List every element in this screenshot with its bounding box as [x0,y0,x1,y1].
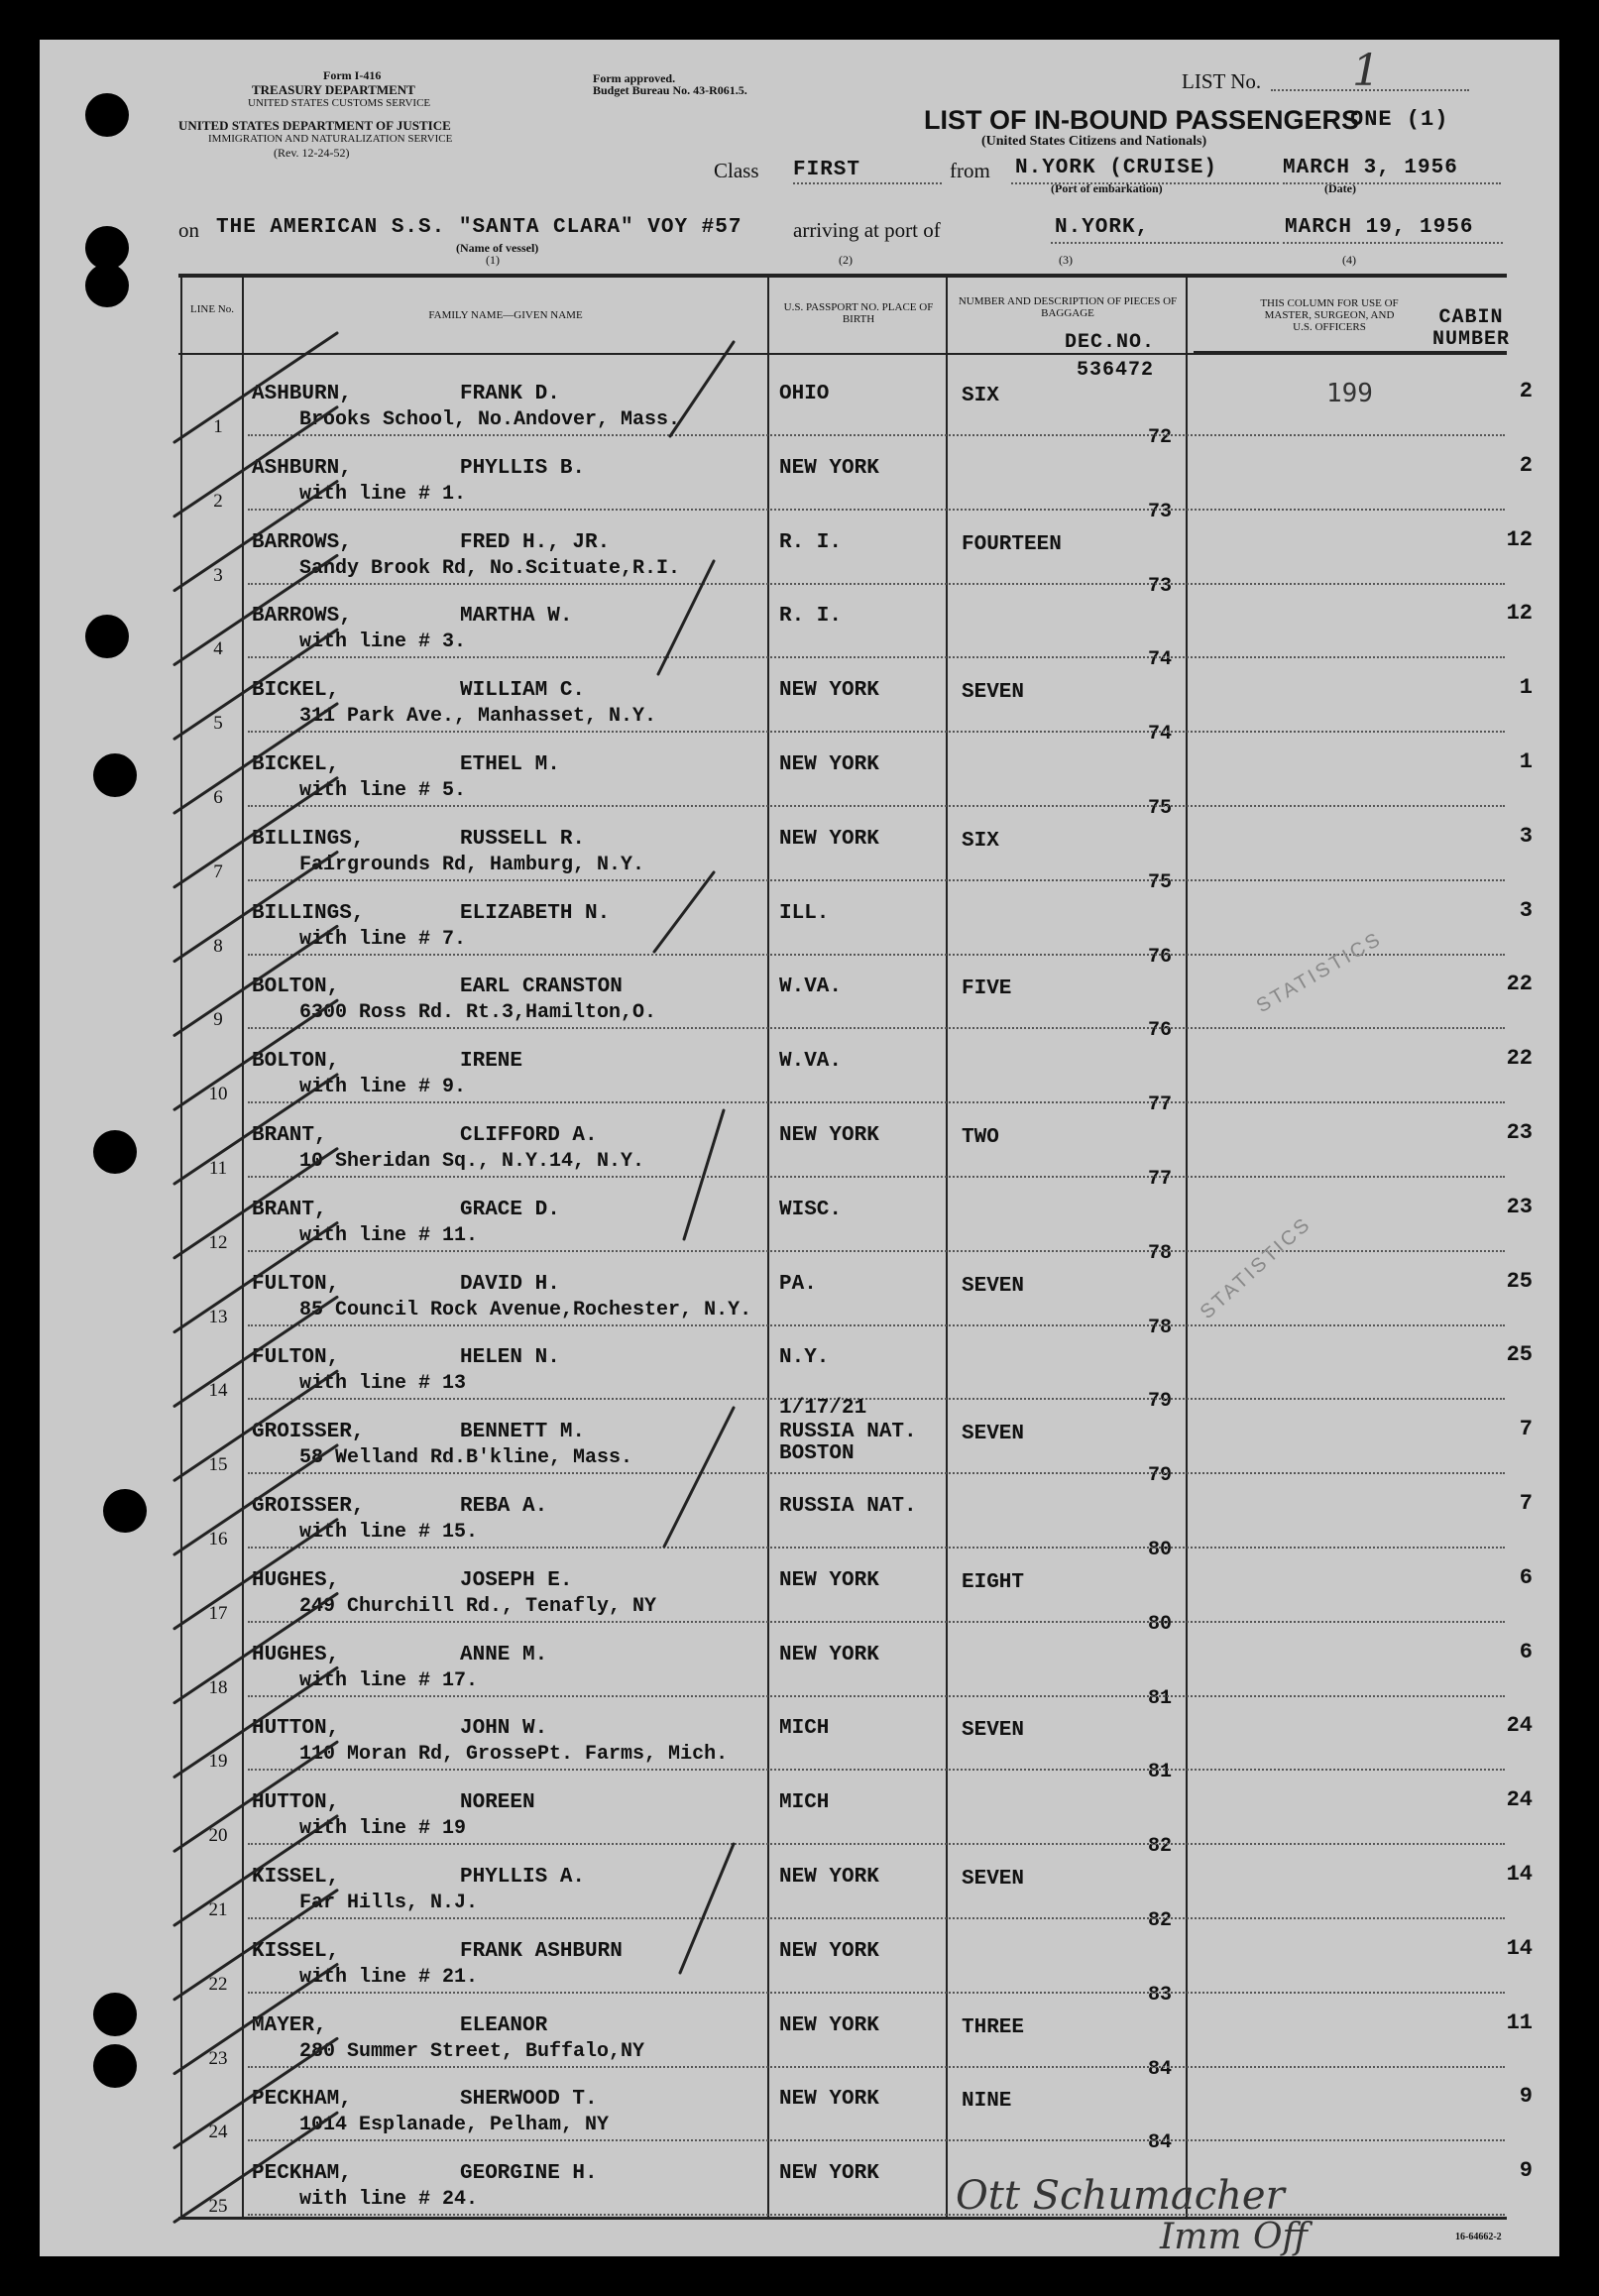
page-subtitle: (United States Citizens and Nationals) [981,134,1207,149]
header-officers: THIS COLUMN FOR USE OF MASTER, SURGEON, AND U.S. OFFICERS [1260,297,1399,333]
address: 280 Summer Street, Buffalo,NY [299,2039,645,2063]
line-number: 20 [208,1825,228,1847]
place-of-birth: MICH [779,1717,830,1741]
given-name: ANNE M. [460,1643,548,1666]
address: 1014 Esplanade, Pelham, NY [299,2114,610,2137]
place-of-birth: PA. [779,1272,817,1296]
address: with line # 11. [299,1223,479,1247]
dec-number: 84 [1147,2057,1172,2081]
address: Sandy Brook Rd, No.Scituate,R.I. [299,556,681,580]
dec-number: 76 [1147,1019,1172,1043]
header-cabin: CABIN NUMBER [1431,306,1510,351]
family-name: GROISSER, [252,1495,365,1518]
given-name: JOSEPH E. [460,1568,573,1592]
place-of-birth: MICH [779,1791,830,1815]
form-code: 16-64662-2 [1455,2232,1502,2242]
address: Far Hills, N.J. [299,1892,479,1914]
vessel-caption: (Name of vessel) [456,241,539,255]
naturalization-place: BOSTON [779,1442,855,1466]
cabin-number: 24 [1506,1787,1533,1813]
from-label: from [950,159,990,182]
family-name: FULTON, [252,1346,340,1370]
place-of-birth: R. I. [779,605,843,629]
baggage-count: SEVEN [962,1719,1025,1743]
naturalization-date: 1/17/21 [779,1397,867,1421]
baggage-count: NINE [962,2090,1012,2114]
checkmark [174,1520,340,1629]
line-number: 9 [213,1009,223,1031]
baggage-count: EIGHT [962,1570,1025,1594]
budget-bureau: Budget Bureau No. 43-R061.5. [593,83,747,97]
checkmark [670,342,734,436]
baggage-count: TWO [962,1126,999,1149]
baggage-count: SIX [962,829,999,853]
address: with line # 9. [299,1076,467,1099]
vessel-name: THE AMERICAN S.S. "SANTA CLARA" VOY #57 [216,216,742,239]
caption-3: (3) [1059,253,1073,267]
address: with line # 7. [299,927,467,951]
address: Brooks School, No.Andover, Mass. [299,408,681,431]
cabin-number: 24 [1506,1713,1533,1739]
line-number: 5 [213,713,223,735]
form-approved: Form approved. [593,71,676,85]
address: with line # 17. [299,1668,479,1692]
given-name: HELEN N. [460,1346,560,1370]
family-name: HUTTON, [252,1717,340,1741]
cabin-number: 3 [1519,897,1533,923]
place-of-birth: NEW YORK [779,827,879,851]
family-name: BARROWS, [252,605,352,629]
place-of-birth: NEW YORK [779,2088,879,2112]
checkmark [174,482,337,591]
given-name: PHYLLIS A. [460,1866,586,1889]
family-name: FULTON, [252,1272,340,1296]
cabin-number: 12 [1506,526,1533,552]
given-name: ETHEL M. [460,753,560,776]
line-number: 25 [208,2196,228,2218]
given-name: JOHN W. [460,1717,548,1741]
address: 58 Welland Rd.B'kline, Mass. [299,1446,633,1470]
arriving-label: arriving at port of [793,218,941,242]
cabin-number: 6 [1519,1564,1533,1590]
place-of-birth: NEW YORK [779,2013,879,2037]
dec-number: 80 [1147,1539,1172,1561]
given-name: ELEANOR [460,2013,548,2037]
address: 249 Churchill Rd., Tenafly, NY [299,1594,657,1618]
caption-2: (2) [839,253,853,267]
baggage-count: SEVEN [962,1274,1025,1298]
line-number: 2 [213,490,223,512]
dec-number: 75 [1147,870,1172,894]
checkmark [174,1223,340,1332]
family-name: BILLINGS, [252,827,365,851]
place-of-birth: OHIO [779,383,830,405]
line-number: 10 [208,1084,228,1105]
family-name: KISSEL, [252,1939,340,1963]
line-number: 4 [213,638,223,660]
cabin-number: 2 [1519,452,1533,478]
baggage-count: SEVEN [962,1868,1025,1891]
dec-number: 73 [1147,500,1172,523]
given-name: RUSSELL R. [460,827,586,851]
dept-customs: UNITED STATES CUSTOMS SERVICE [248,97,431,109]
checkmark [174,1965,337,2074]
given-name: CLIFFORD A. [460,1124,598,1147]
signature-title: Imm Off [1160,2217,1308,2257]
class-label: Class [714,159,759,182]
address: with line # 3. [299,631,467,654]
dec-number: 72 [1147,426,1172,449]
checkmark [174,1742,340,1851]
given-name: IRENE [460,1050,523,1074]
family-name: HUGHES, [252,1568,340,1592]
cabin-number: 25 [1506,1268,1533,1294]
checkmark [664,1408,734,1547]
arrival-port: N.YORK, [1055,216,1150,239]
place-of-birth: WISC. [779,1198,843,1221]
checkmark [174,853,337,962]
cabin-number: 1 [1519,749,1533,774]
checkmark [174,2038,337,2147]
checkmark [174,1816,340,1925]
family-name: HUTTON, [252,1791,340,1815]
baggage-count: FOURTEEN [962,532,1062,556]
given-name: BENNETT M. [460,1421,586,1444]
place-of-birth: RUSSIA NAT. [779,1421,917,1444]
address: 110 Moran Rd, GrossePt. Farms, Mich. [299,1743,729,1767]
given-name: GRACE D. [460,1198,560,1221]
checkmark [174,778,337,887]
dec-number: 76 [1147,945,1172,969]
cabin-number: 2 [1519,379,1533,403]
cabin-number: 7 [1519,1491,1533,1516]
place-of-birth: NEW YORK [779,1643,879,1666]
given-name: DAVID H. [460,1272,560,1296]
family-name: PECKHAM, [252,2088,352,2112]
place-of-birth: NEW YORK [779,1866,879,1889]
address: with line # 24. [299,2188,479,2212]
place-of-birth: W.VA. [779,1050,843,1074]
given-name: PHYLLIS B. [460,456,586,480]
cabin-number: 14 [1506,1862,1533,1887]
line-number: 16 [208,1529,228,1550]
dec-number: 81 [1147,1761,1172,1784]
family-name: GROISSER, [252,1421,365,1444]
dec-number: 80 [1147,1612,1172,1636]
line-number: 22 [208,1973,228,1995]
checkmark [174,1371,337,1480]
address: Fairgrounds Rd, Hamburg, N.Y. [299,853,645,876]
dec-number: 84 [1147,2131,1172,2155]
caption-4: (4) [1342,253,1356,267]
cabin-number: 25 [1506,1342,1533,1368]
given-name: FRANK D. [460,383,560,405]
cabin-number: 1 [1519,675,1533,701]
given-name: GEORGINE H. [460,2162,598,2186]
checkmark [174,926,340,1035]
dec-number: 74 [1147,723,1172,746]
line-number: 7 [213,861,223,882]
line-number: 11 [208,1158,228,1179]
line-number: 15 [208,1454,228,1476]
given-name: FRANK ASHBURN [460,1939,623,1963]
family-name: BILLINGS, [252,901,365,925]
place-of-birth: NEW YORK [779,456,879,480]
cabin-number: 22 [1506,972,1533,997]
checkmark [174,333,337,442]
dec-start: 536472 [1077,359,1155,382]
dept-justice: UNITED STATES DEPARTMENT OF JUSTICE [178,118,451,133]
checkmark [174,1667,340,1777]
cabin-number: 9 [1519,2158,1533,2184]
place-of-birth: ILL. [779,901,830,925]
signature-name: Ott Schumacher [956,2173,1285,2219]
address: 6300 Ross Rd. Rt.3,Hamilton,O. [299,1001,657,1025]
family-name: ASHBURN, [252,383,352,405]
place-of-birth: NEW YORK [779,1124,879,1147]
place-of-birth: N.Y. [779,1346,830,1370]
cabin-number: 12 [1506,601,1533,627]
dec-number: 77 [1147,1168,1172,1191]
line-number: 6 [213,787,223,808]
line-number: 21 [208,1899,228,1920]
family-name: HUGHES, [252,1643,340,1666]
title-count: ONE (1) [1350,107,1449,132]
header-dec-no: DEC.NO. [1065,331,1156,354]
family-name: BOLTON, [252,1050,340,1074]
address: with line # 15. [299,1521,479,1544]
from-value: N.YORK (CRUISE) [1015,157,1218,179]
baggage-count: THREE [962,2015,1025,2039]
checkmark [654,872,714,952]
checkmark [174,1445,337,1554]
checkmark [658,561,714,674]
line-number: 18 [208,1676,228,1698]
line-number: 14 [208,1380,228,1402]
line-number: 23 [208,2047,228,2069]
list-no-value: 1 [1352,46,1380,96]
officer-note: 199 [1326,379,1373,408]
line-number: 12 [208,1231,228,1253]
checkmark [174,630,340,739]
dept-treasury: TREASURY DEPARTMENT [252,82,415,97]
checkmark [174,1075,337,1184]
list-no-label: LIST No. [1182,69,1262,93]
address: 85 Council Rock Avenue,Rochester, N.Y. [299,1298,752,1321]
place-of-birth: NEW YORK [779,1939,879,1963]
dec-number: 74 [1147,648,1172,672]
given-name: WILLIAM C. [460,679,586,703]
place-of-birth: NEW YORK [779,2162,879,2186]
checkmark [174,2113,337,2222]
cabin-number: 14 [1506,1935,1533,1961]
family-name: BRANT, [252,1198,327,1221]
checkmark [174,555,337,664]
cabin-number: 7 [1519,1417,1533,1442]
given-name: SHERWOOD T. [460,2088,598,2112]
given-name: EARL CRANSTON [460,976,623,999]
family-name: BARROWS, [252,530,352,554]
address: with line # 19 [299,1817,467,1841]
cabin-number: 22 [1506,1046,1533,1072]
dec-number: 75 [1147,797,1172,820]
dec-number: 81 [1147,1686,1172,1710]
family-name: PECKHAM, [252,2162,352,2186]
line-number: 17 [208,1602,228,1624]
checkmark [174,1891,340,2000]
dec-number: 77 [1147,1093,1172,1117]
page-title: LIST OF IN-BOUND PASSENGERS [924,105,1360,135]
arrival-date: MARCH 19, 1956 [1285,216,1474,239]
place-of-birth: NEW YORK [779,679,879,703]
family-name: MAYER, [252,2013,327,2037]
dec-number: 78 [1147,1241,1172,1265]
given-name: NOREEN [460,1791,535,1815]
dec-number: 82 [1147,1909,1172,1932]
line-number: 13 [208,1306,228,1327]
line-number: 24 [208,2122,228,2143]
date-value: MARCH 3, 1956 [1283,157,1458,179]
cabin-number: 9 [1519,2084,1533,2110]
form-number: Form I-416 [323,68,382,82]
checkmark [174,1594,340,1703]
address: 10 Sheridan Sq., N.Y.14, N.Y. [299,1150,645,1173]
port-caption: (Port of embarkation) [1051,181,1163,195]
given-name: ELIZABETH N. [460,901,611,925]
line-number: 1 [213,416,223,437]
baggage-count: SIX [962,385,999,407]
statistics-stamp: STATISTICS [1196,1212,1316,1324]
address: with line # 21. [299,1965,479,1989]
cabin-number: 23 [1506,1194,1533,1219]
baggage-count: SEVEN [962,681,1025,705]
dec-number: 82 [1147,1835,1172,1859]
checkmark [174,1149,337,1258]
dec-number: 79 [1147,1464,1172,1488]
place-of-birth: RUSSIA NAT. [779,1495,917,1518]
place-of-birth: NEW YORK [779,753,879,776]
checkmark [174,1000,340,1109]
cabin-number: 11 [1506,2009,1533,2035]
on-label: on [178,218,199,242]
address: with line # 1. [299,482,467,506]
checkmark [680,1844,734,1973]
cabin-number: 23 [1506,1120,1533,1145]
caption-1: (1) [486,253,500,267]
dec-number: 79 [1147,1390,1172,1414]
header-baggage: NUMBER AND DESCRIPTION OF PIECES OF BAGGAGE [958,295,1178,319]
form-revision: (Rev. 12-24-52) [274,146,350,160]
header-name: FAMILY NAME—GIVEN NAME [428,309,583,321]
place-of-birth: R. I. [779,530,843,554]
given-name: MARTHA W. [460,605,573,629]
cabin-number: 6 [1519,1639,1533,1665]
checkmark [684,1110,724,1239]
line-number: 3 [213,564,223,586]
header-line-no: LINE No. [190,303,234,315]
cabin-number: 3 [1519,823,1533,849]
family-name: BOLTON, [252,976,340,999]
place-of-birth: W.VA. [779,976,843,999]
dec-number: 78 [1147,1316,1172,1339]
checkmark [174,1297,340,1406]
date-caption: (Date) [1324,181,1356,195]
dept-immigration: IMMIGRATION AND NATURALIZATION SERVICE [208,133,453,145]
given-name: REBA A. [460,1495,548,1518]
family-name: BICKEL, [252,753,340,776]
baggage-count: SEVEN [962,1423,1025,1446]
address: with line # 5. [299,779,467,802]
line-number: 8 [213,935,223,957]
address: 311 Park Ave., Manhasset, N.Y. [299,705,657,729]
statistics-stamp: STATISTICS [1252,927,1387,1018]
header-passport: U.S. PASSPORT NO. PLACE OF BIRTH [783,301,934,325]
given-name: FRED H., JR. [460,530,611,554]
dec-number: 73 [1147,574,1172,598]
place-of-birth: NEW YORK [779,1568,879,1592]
baggage-count: FIVE [962,977,1012,1001]
family-name: BICKEL, [252,679,340,703]
family-name: ASHBURN, [252,456,352,480]
family-name: KISSEL, [252,1866,340,1889]
line-number: 19 [208,1751,228,1773]
checkmark [174,407,337,517]
address: with line # 13 [299,1372,467,1396]
checkmark [174,704,340,813]
class-value: FIRST [793,159,861,181]
dec-number: 83 [1147,1983,1172,2007]
family-name: BRANT, [252,1124,327,1147]
